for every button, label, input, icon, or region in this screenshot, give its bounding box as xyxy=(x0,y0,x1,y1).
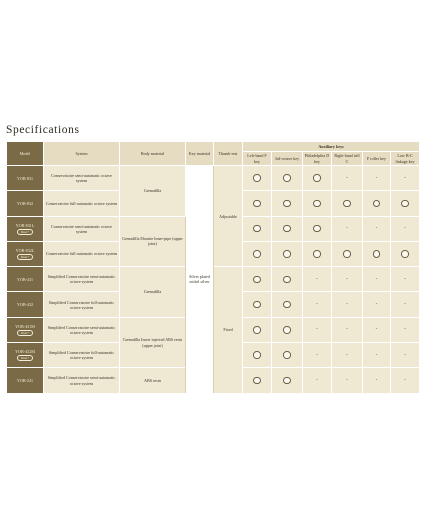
model-name: YOB-432M xyxy=(15,349,35,355)
aux-key-cell xyxy=(243,241,272,266)
aux-key-cell xyxy=(332,368,363,393)
aux-key-cell xyxy=(272,216,303,241)
available-circle-icon xyxy=(253,225,261,233)
header-aux-f-roller: F roller key xyxy=(363,152,391,166)
not-available-dash: - xyxy=(316,377,318,383)
aux-key-cell xyxy=(363,241,391,266)
available-circle-icon xyxy=(283,351,291,359)
model-cell xyxy=(7,292,44,317)
header-system: System xyxy=(44,142,120,166)
page-title: Specifications xyxy=(6,124,80,136)
aux-key-cell xyxy=(332,191,363,216)
not-available-dash: - xyxy=(346,377,348,383)
available-circle-icon xyxy=(283,225,291,233)
thumb-rest-cell: Adjustable xyxy=(214,166,243,267)
available-circle-icon xyxy=(401,250,409,258)
aux-key-cell xyxy=(243,166,272,191)
header-body-material: Body material xyxy=(120,142,186,166)
aux-key-cell xyxy=(303,292,332,317)
model-cell xyxy=(7,191,44,216)
available-circle-icon xyxy=(253,200,261,208)
header-key-material: Key material xyxy=(186,142,214,166)
system-cell: Conservatoire semi-automatic octave system xyxy=(44,216,120,241)
not-available-dash: - xyxy=(346,175,348,181)
aux-key-cell xyxy=(391,343,420,368)
available-circle-icon xyxy=(253,276,261,284)
header-aux-3rd-octave: 3rd-octave key xyxy=(272,152,303,166)
available-circle-icon xyxy=(373,250,381,258)
not-available-dash: - xyxy=(316,327,318,333)
model-cell xyxy=(7,267,44,292)
aux-key-cell xyxy=(303,267,332,292)
header-aux-philadelphia-d: Philadelphia D key xyxy=(303,152,332,166)
not-available-dash: - xyxy=(375,276,378,282)
aux-key-cell xyxy=(303,191,332,216)
model-name: YOB-431M xyxy=(15,323,35,329)
aux-key-cell xyxy=(303,216,332,241)
header-thumb-rest: Thumb-rest xyxy=(214,142,243,166)
aux-key-cell xyxy=(243,343,272,368)
aux-key-cell xyxy=(391,292,420,317)
not-available-dash: - xyxy=(346,276,348,282)
table-row xyxy=(7,166,420,191)
table-row xyxy=(7,267,420,292)
aux-key-cell xyxy=(332,267,363,292)
aux-key-cell xyxy=(332,292,363,317)
aux-key-cell xyxy=(303,317,332,342)
aux-key-cell xyxy=(272,317,303,342)
header-aux-left-hand-f: Left-hand F key xyxy=(243,152,272,166)
aux-key-cell xyxy=(303,241,332,266)
not-available-dash: - xyxy=(375,377,378,383)
aux-key-cell xyxy=(243,368,272,393)
duet-plus-badge: Duet+ xyxy=(17,254,34,260)
system-cell: Simplified Conservatoire semi-automatic octave system xyxy=(44,368,120,393)
body-material-cell: Grenadilla Insert injected ABS resin (upper joint) xyxy=(120,317,186,368)
model-name: YOB-831 xyxy=(16,175,34,181)
model-cell xyxy=(7,241,44,266)
aux-key-cell xyxy=(391,241,420,266)
aux-key-cell xyxy=(332,343,363,368)
aux-key-cell xyxy=(363,267,391,292)
body-material-cell: Grenadilla xyxy=(120,267,186,318)
not-available-dash: - xyxy=(316,276,318,282)
aux-key-cell xyxy=(332,241,363,266)
aux-key-cell xyxy=(272,343,303,368)
aux-key-cell xyxy=(332,166,363,191)
aux-key-cell xyxy=(391,317,420,342)
body-material-cell: ABS resin xyxy=(120,368,186,393)
not-available-dash: - xyxy=(346,302,348,307)
model-cell xyxy=(7,317,44,342)
not-available-dash: - xyxy=(346,352,348,358)
not-available-dash: - xyxy=(404,327,406,333)
aux-key-cell xyxy=(363,368,391,393)
header-aux-low-bc-linkage: Low B-C linkage key xyxy=(391,152,420,166)
aux-key-cell xyxy=(363,191,391,216)
not-available-dash: - xyxy=(316,352,318,358)
aux-key-cell xyxy=(272,191,303,216)
aux-key-cell xyxy=(272,267,303,292)
available-circle-icon xyxy=(343,250,351,258)
key-material-cell: Silver plated nickel silver xyxy=(186,166,214,394)
aux-key-cell xyxy=(391,166,420,191)
model-cell xyxy=(7,216,44,241)
not-available-dash: - xyxy=(375,352,378,358)
duet-plus-badge: Duet+ xyxy=(17,355,34,361)
system-cell: Conservatoire semi-automatic octave system xyxy=(44,166,120,191)
header-aux-right-hand-trill-c: Right-hand trill C xyxy=(332,152,363,166)
header-auxiliary-keys: Auxiliary keys xyxy=(243,142,420,152)
not-available-dash: - xyxy=(375,226,378,232)
not-available-dash: - xyxy=(404,276,406,282)
aux-key-cell xyxy=(243,267,272,292)
system-cell: Conservatoire full-automatic octave system xyxy=(44,241,120,266)
not-available-dash: - xyxy=(404,377,406,383)
thumb-rest-cell: Fixed xyxy=(214,267,243,393)
aux-key-cell xyxy=(243,292,272,317)
duet-plus-badge: Duet+ xyxy=(17,229,34,235)
available-circle-icon xyxy=(313,250,321,258)
system-cell: Simplified Conservatoire semi-automatic octave system xyxy=(44,267,120,292)
aux-key-cell xyxy=(243,216,272,241)
aux-key-cell xyxy=(332,317,363,342)
model-name: YOB-832 xyxy=(16,200,34,206)
model-name: YOB-831L xyxy=(15,222,35,228)
aux-key-cell xyxy=(363,317,391,342)
available-circle-icon xyxy=(313,200,321,208)
specifications-table xyxy=(6,141,420,394)
available-circle-icon xyxy=(283,377,291,385)
available-circle-icon xyxy=(313,225,321,233)
not-available-dash: - xyxy=(404,175,406,181)
header-model: Model xyxy=(7,142,44,166)
system-cell: Simplified Conservatoire full-automatic octave system xyxy=(44,343,120,368)
available-circle-icon xyxy=(283,326,291,334)
aux-key-cell xyxy=(363,343,391,368)
available-circle-icon xyxy=(253,301,261,309)
available-circle-icon xyxy=(343,200,351,208)
aux-key-cell xyxy=(363,166,391,191)
aux-key-cell xyxy=(391,368,420,393)
model-cell xyxy=(7,166,44,191)
aux-key-cell xyxy=(391,216,420,241)
model-name: YOB-241 xyxy=(16,377,34,383)
model-name: YOB-832L xyxy=(15,247,35,253)
aux-key-cell xyxy=(332,216,363,241)
not-available-dash: - xyxy=(404,352,406,358)
not-available-dash: - xyxy=(404,302,406,307)
aux-key-cell xyxy=(303,343,332,368)
aux-key-cell xyxy=(391,191,420,216)
not-available-dash: - xyxy=(375,175,378,181)
not-available-dash: - xyxy=(404,226,406,232)
aux-key-cell xyxy=(391,267,420,292)
duet-plus-badge: Duet+ xyxy=(17,330,34,336)
available-circle-icon xyxy=(253,326,261,334)
aux-key-cell xyxy=(272,368,303,393)
available-circle-icon xyxy=(253,351,261,359)
not-available-dash: - xyxy=(375,327,378,333)
not-available-dash: - xyxy=(346,226,348,232)
system-cell: Simplified Conservatoire full-automatic octave system xyxy=(44,292,120,317)
aux-key-cell xyxy=(363,292,391,317)
aux-key-cell xyxy=(303,368,332,393)
available-circle-icon xyxy=(283,200,291,208)
not-available-dash: - xyxy=(346,327,348,333)
system-cell: Conservatoire full-automatic octave system xyxy=(44,191,120,216)
available-circle-icon xyxy=(401,200,409,208)
aux-key-cell xyxy=(363,216,391,241)
not-available-dash: - xyxy=(316,302,318,307)
available-circle-icon xyxy=(283,250,291,258)
available-circle-icon xyxy=(283,174,291,182)
body-material-cell: Grenadilla xyxy=(120,166,186,217)
model-name: YOB-432 xyxy=(16,302,34,308)
model-cell xyxy=(7,343,44,368)
aux-key-cell xyxy=(243,191,272,216)
available-circle-icon xyxy=(253,250,261,258)
aux-key-cell xyxy=(272,166,303,191)
available-circle-icon xyxy=(253,377,261,385)
available-circle-icon xyxy=(313,174,321,182)
aux-key-cell xyxy=(243,317,272,342)
model-cell xyxy=(7,368,44,393)
available-circle-icon xyxy=(283,301,291,309)
available-circle-icon xyxy=(373,200,381,208)
aux-key-cell xyxy=(303,166,332,191)
aux-key-cell xyxy=(272,241,303,266)
aux-key-cell xyxy=(272,292,303,317)
available-circle-icon xyxy=(253,174,261,182)
available-circle-icon xyxy=(283,276,291,284)
model-name: YOB-431 xyxy=(16,276,34,282)
not-available-dash: - xyxy=(375,302,378,307)
body-material-cell: Grenadilla Ebonite Inner-pipe (upper joint) xyxy=(120,216,186,267)
system-cell: Simplified Conservatoire semi-automatic octave system xyxy=(44,317,120,342)
